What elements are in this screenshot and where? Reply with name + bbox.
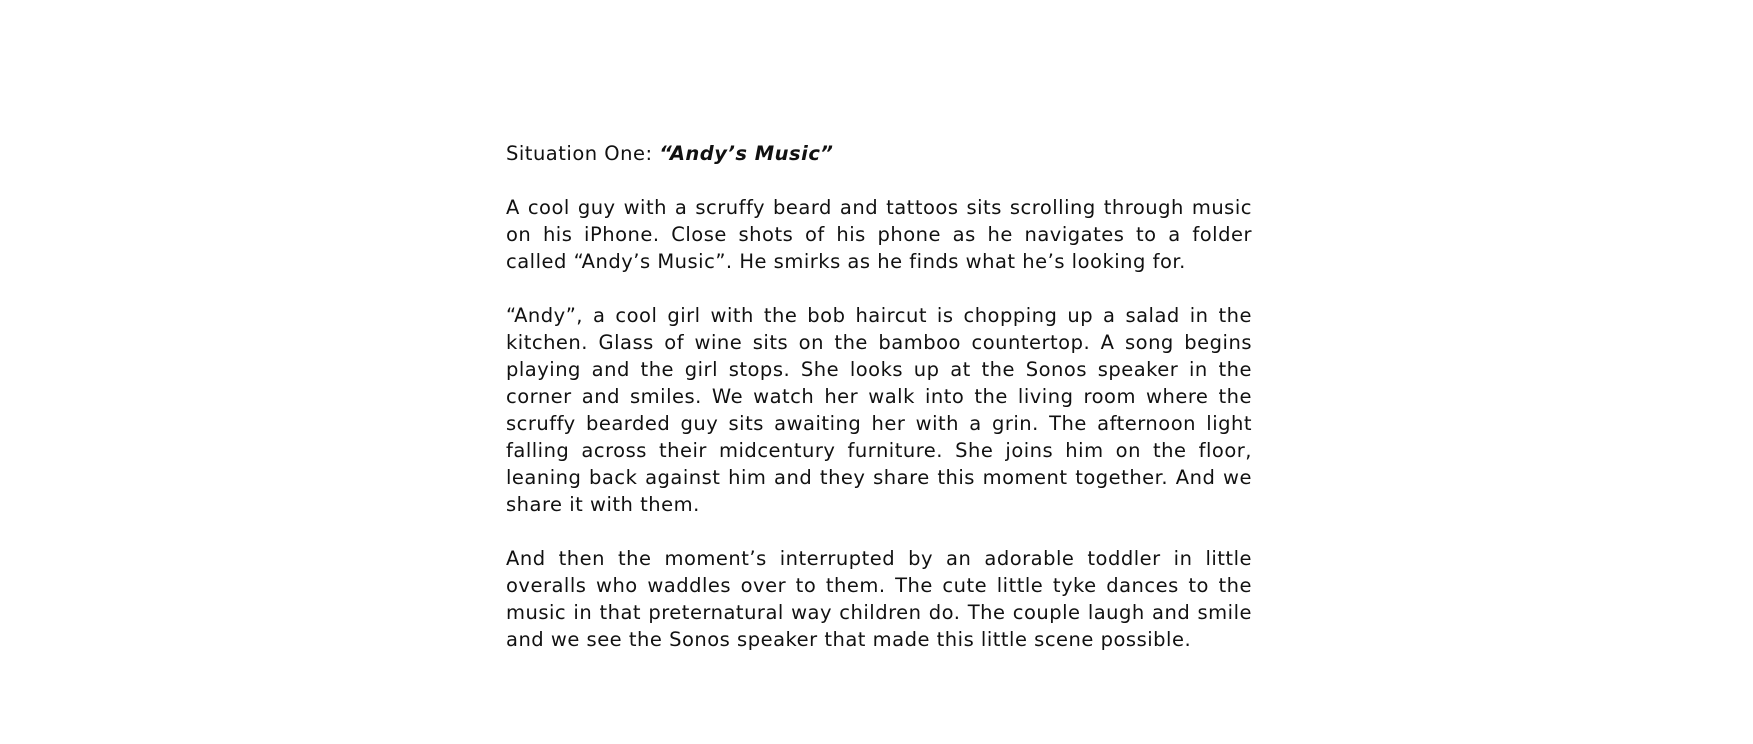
paragraph-3: And then the moment’s interrupted by an adorable toddler in little overalls who waddles over to them. The cute little tyke dances to the music in that preternatural way children do. The couple laugh and smile and we see the Sonos speaker that made this little scene possible. bbox=[506, 547, 1252, 651]
paragraph-2: “Andy”, a cool girl with the bob haircut is chopping up a salad in the kitchen. Glass of wine sits on the bamboo countertop. A song begins playing and the girl stops. She looks up at the Sonos speaker in the corner and smiles. We watch her walk into the living room where the scruffy bearded guy sits awaiting her with a grin. The afternoon light falling across their midcentury furniture. She joins him on the floor, leaning back against him and they share this moment together. And we share it with them. bbox=[506, 304, 1252, 516]
heading-title: “Andy’s Music” bbox=[659, 142, 834, 165]
heading-label: Situation One: bbox=[506, 142, 653, 165]
document-body bbox=[506, 140, 1252, 680]
paragraph-1: A cool guy with a scruffy beard and tattoos sits scrolling through music on his iPhone. Close shots of his phone as he navigates to a folder called “Andy’s Music”. He smirks as he finds what he’s looking for. bbox=[506, 196, 1252, 273]
situation-heading bbox=[506, 140, 1252, 167]
